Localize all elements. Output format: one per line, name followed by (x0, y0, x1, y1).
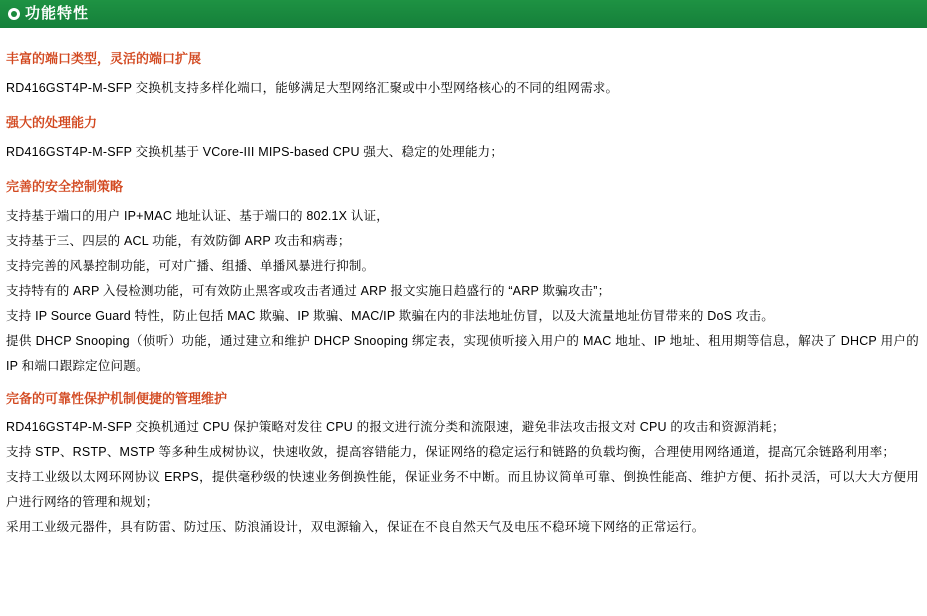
section-paragraph: RD416GST4P-M-SFP 交换机支持多样化端口，能够满足大型网络汇聚或中小型网络核心的不同的组网需求。 (6, 81, 619, 95)
circle-bullet-icon (8, 8, 20, 20)
feature-section-reliability-management (6, 390, 919, 540)
content-area (0, 28, 927, 540)
page-title: 功能特性 (25, 5, 90, 22)
feature-section-security-policy (6, 178, 919, 379)
section-paragraph: 支持 IP Source Guard 特性，防止包括 MAC 欺骗、IP 欺骗、MAC/IP 欺骗在内的非法地址仿冒，以及大流量地址仿冒带来的 DoS 攻击。 (6, 309, 774, 323)
feature-section-port-types (6, 50, 919, 101)
section-header-bar (0, 0, 927, 28)
section-paragraph: 支持基于三、四层的 ACL 功能，有效防御 ARP 攻击和病毒； (6, 234, 351, 248)
section-paragraph: 支持特有的 ARP 入侵检测功能，可有效防止黑客或攻击者通过 ARP 报文实施日趋盛行的 “ARP 欺骗攻击”； (6, 284, 611, 298)
section-paragraph: 支持基于端口的用户 IP+MAC 地址认证、基于端口的 802.1X 认证， (6, 209, 389, 223)
section-title: 完备的可靠性保护机制便捷的管理维护 (6, 391, 228, 406)
section-title: 完善的安全控制策略 (6, 179, 124, 194)
section-paragraph: 支持工业级以太网环网协议 ERPS，提供毫秒级的快速业务倒换性能，保证业务不中断。而且协议简单可靠、倒换性能高、维护方便、拓扑灵活，可以大大方便用户进行网络的管理和规划； (6, 470, 919, 509)
section-paragraph: RD416GST4P-M-SFP 交换机通过 CPU 保护策略对发往 CPU 的报文进行流分类和流限速，避免非法攻击报文对 CPU 的攻击和资源消耗； (6, 420, 785, 434)
feature-section-processing-power (6, 114, 919, 165)
section-paragraph: 支持完善的风暴控制功能，可对广播、组播、单播风暴进行抑制。 (6, 259, 375, 273)
section-paragraph: 提供 DHCP Snooping（侦听）功能，通过建立和维护 DHCP Snooping 绑定表，实现侦听接入用户的 MAC 地址、IP 地址、租用期等信息，解决了 DHCP 用户的 IP 和端口跟踪定位问题。 (6, 334, 919, 373)
section-title: 丰富的端口类型，灵活的端口扩展 (6, 51, 202, 66)
section-paragraph: 支持 STP、RSTP、MSTP 等多种生成树协议，快速收敛，提高容错能力，保证网络的稳定运行和链路的负载均衡，合理使用网络通道，提高冗余链路利用率； (6, 445, 896, 459)
section-paragraph: RD416GST4P-M-SFP 交换机基于 VCore-III MIPS-based CPU 强大、稳定的处理能力； (6, 145, 504, 159)
section-title: 强大的处理能力 (6, 115, 98, 130)
section-paragraph: 采用工业级元器件，具有防雷、防过压、防浪涌设计，双电源输入，保证在不良自然天气及电压不稳环境下网络的正常运行。 (6, 520, 705, 534)
